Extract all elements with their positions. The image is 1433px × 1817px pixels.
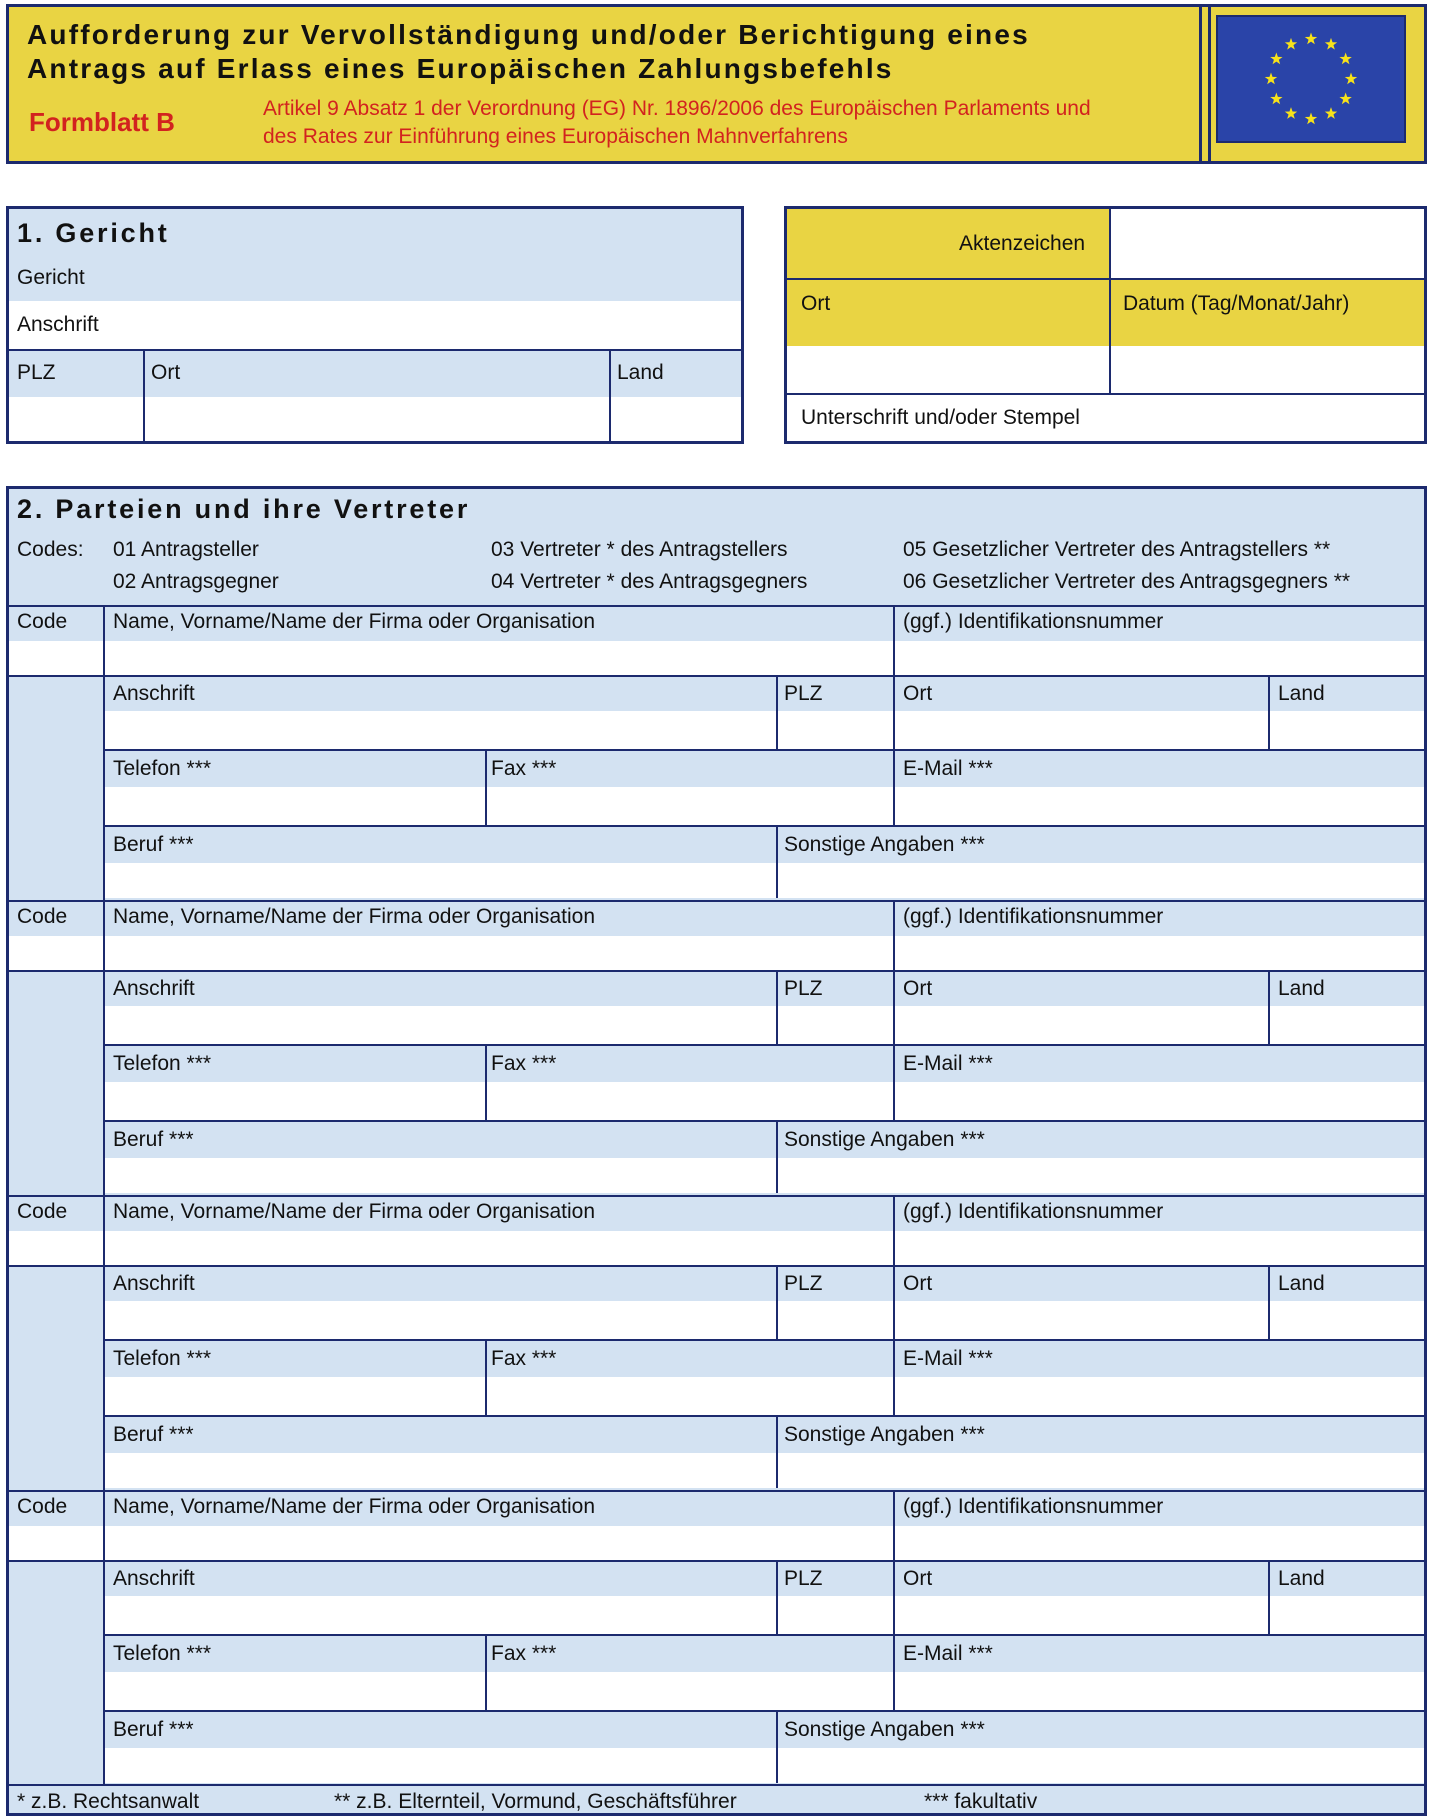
party-id-label: (ggf.) Identifikationsnummer (903, 1495, 1164, 1518)
party-name-field[interactable] (105, 641, 893, 675)
party-code-label: Code (17, 1200, 68, 1223)
eu-star-icon (1345, 73, 1357, 85)
party-land-field[interactable] (1270, 711, 1424, 749)
divider (105, 825, 1424, 827)
reference-datum-field[interactable] (1111, 346, 1424, 393)
party-beruf-label: Beruf *** (113, 1423, 194, 1446)
divider (893, 972, 895, 1044)
aktenzeichen-field[interactable] (1111, 209, 1424, 278)
party-plz-field[interactable] (778, 1596, 893, 1634)
divider (893, 751, 895, 825)
party-sonstige-field[interactable] (778, 1748, 1424, 1783)
party-plz-label: PLZ (784, 977, 823, 1000)
reference-section (784, 206, 1427, 444)
divider (609, 351, 611, 441)
party-address-label: Anschrift (113, 682, 195, 705)
party-name-field[interactable] (105, 1526, 893, 1560)
divider (105, 1710, 1424, 1712)
party-name-label: Name, Vorname/Name der Firma oder Organisation (113, 905, 596, 928)
party-ort-label: Ort (903, 1272, 933, 1295)
party-email-label: E-Mail *** (903, 757, 993, 780)
reference-ort-field[interactable] (787, 346, 1109, 393)
divider (1268, 677, 1270, 749)
court-name-label: Gericht (17, 266, 85, 289)
party-land-label: Land (1278, 1567, 1325, 1590)
party-name-field[interactable] (105, 936, 893, 970)
party-beruf-label: Beruf *** (113, 1128, 194, 1151)
party-ort-label: Ort (903, 682, 933, 705)
party-email-field[interactable] (895, 1082, 1424, 1120)
party-beruf-field[interactable] (105, 1453, 776, 1488)
court-section-title: 1. Gericht (17, 218, 170, 248)
form-label: Formblatt B (29, 107, 175, 137)
divider (1268, 1562, 1270, 1634)
party-land-field[interactable] (1270, 1596, 1424, 1634)
party-land-label: Land (1278, 682, 1325, 705)
party-telefon-label: Telefon *** (113, 1052, 212, 1075)
party-code-field[interactable] (9, 1231, 103, 1265)
party-land-field[interactable] (1270, 1006, 1424, 1044)
divider (485, 1636, 487, 1710)
code-04: 04 Vertreter * des Antragsgegners (491, 570, 808, 593)
party-code-field[interactable] (9, 936, 103, 970)
court-section (6, 206, 744, 444)
header-divider (1208, 7, 1211, 161)
footnote-2: ** z.B. Elternteil, Vormund, Geschäftsführer (334, 1790, 737, 1813)
party-id-field[interactable] (895, 1231, 1424, 1265)
parties-section-title: 2. Parteien und ihre Vertreter (17, 494, 471, 524)
form-title-line1: Aufforderung zur Vervollständigung und/oder Berichtigung eines (27, 19, 1030, 50)
party-name-label: Name, Vorname/Name der Firma oder Organisation (113, 1495, 596, 1518)
party-address-field[interactable] (105, 1596, 776, 1634)
eu-star-icon (1325, 107, 1337, 119)
divider (776, 827, 778, 898)
party-sonstige-field[interactable] (778, 1158, 1424, 1193)
divider (103, 1492, 105, 1560)
divider (105, 1415, 1424, 1417)
party-ort-field[interactable] (895, 1301, 1268, 1339)
aktenzeichen-label: Aktenzeichen (959, 232, 1086, 255)
header-divider (1199, 7, 1202, 161)
divider (776, 1417, 778, 1488)
party-code-label: Code (17, 610, 68, 633)
divider (893, 1197, 895, 1265)
party-land-field[interactable] (1270, 1301, 1424, 1339)
party-code-label: Code (17, 905, 68, 928)
party-address-label: Anschrift (113, 1272, 195, 1295)
party-plz-field[interactable] (778, 1006, 893, 1044)
party-beruf-field[interactable] (105, 1158, 776, 1193)
divider (103, 607, 105, 675)
party-code-label: Code (17, 1495, 68, 1518)
party-id-field[interactable] (895, 936, 1424, 970)
party-email-field[interactable] (895, 1377, 1424, 1415)
party-ort-label: Ort (903, 977, 933, 1000)
party-plz-label: PLZ (784, 1567, 823, 1590)
divider (9, 605, 1424, 607)
divider (103, 1197, 105, 1265)
party-address-field[interactable] (105, 1301, 776, 1339)
eu-star-icon (1305, 113, 1317, 125)
party-sonstige-field[interactable] (778, 863, 1424, 898)
party-sonstige-label: Sonstige Angaben *** (784, 1128, 985, 1151)
divider (485, 1341, 487, 1415)
party-land-label: Land (1278, 1272, 1325, 1295)
party-ort-field[interactable] (895, 711, 1268, 749)
party-land-label: Land (1278, 977, 1325, 1000)
divider (105, 1634, 1424, 1636)
party-email-label: E-Mail *** (903, 1642, 993, 1665)
party-ort-field[interactable] (895, 1006, 1268, 1044)
eu-flag-icon (1216, 15, 1406, 143)
divider (776, 1122, 778, 1193)
party-name-field[interactable] (105, 1231, 893, 1265)
divider (9, 1784, 1424, 1786)
parties-section (6, 486, 1427, 1816)
divider (893, 677, 895, 749)
eu-star-icon (1339, 53, 1351, 65)
divider (893, 1341, 895, 1415)
code-06: 06 Gesetzlicher Vertreter des Antragsgegners ** (903, 570, 1351, 593)
divider (893, 1492, 895, 1560)
party-telefon-label: Telefon *** (113, 757, 212, 780)
court-ort-label: Ort (151, 361, 181, 384)
party-beruf-field[interactable] (105, 863, 776, 898)
party-sonstige-label: Sonstige Angaben *** (784, 833, 985, 856)
eu-star-icon (1270, 53, 1282, 65)
party-name-label: Name, Vorname/Name der Firma oder Organisation (113, 610, 596, 633)
eu-stars (1218, 17, 1404, 141)
court-plz-label: PLZ (17, 361, 56, 384)
divider (9, 1265, 1424, 1267)
divider (103, 902, 105, 970)
party-beruf-label: Beruf *** (113, 833, 194, 856)
party-fax-label: Fax *** (491, 1347, 557, 1370)
party-email-label: E-Mail *** (903, 1052, 993, 1075)
party-beruf-field[interactable] (105, 1748, 776, 1783)
party-id-label: (ggf.) Identifikationsnummer (903, 905, 1164, 928)
party-beruf-label: Beruf *** (113, 1718, 194, 1741)
party-id-field[interactable] (895, 1526, 1424, 1560)
party-address-field[interactable] (105, 1006, 776, 1044)
divider (9, 970, 1424, 972)
code-05: 05 Gesetzlicher Vertreter des Antragstellers ** (903, 538, 1331, 561)
divider (9, 1560, 1424, 1562)
party-sonstige-label: Sonstige Angaben *** (784, 1423, 985, 1446)
divider (105, 1044, 1424, 1046)
divider (893, 607, 895, 675)
divider (776, 677, 778, 749)
footnote-3: *** fakultativ (924, 1790, 1038, 1813)
divider (143, 351, 145, 441)
court-address-label: Anschrift (17, 313, 99, 336)
divider (893, 1267, 895, 1339)
court-address-field[interactable] (9, 301, 741, 349)
party-id-label: (ggf.) Identifikationsnummer (903, 610, 1164, 633)
divider (893, 1562, 895, 1634)
eu-star-icon (1339, 93, 1351, 105)
divider (1268, 972, 1270, 1044)
party-ort-field[interactable] (895, 1596, 1268, 1634)
eu-star-icon (1285, 107, 1297, 119)
form-title-line2: Antrags auf Erlass eines Europäischen Zahlungsbefehls (27, 53, 894, 84)
divider (9, 900, 1424, 902)
party-name-label: Name, Vorname/Name der Firma oder Organisation (113, 1200, 596, 1223)
code-02: 02 Antragsgegner (113, 570, 279, 593)
party-telefon-field[interactable] (105, 787, 485, 825)
form-header (6, 4, 1427, 164)
divider (105, 749, 1424, 751)
party-code-field[interactable] (9, 1526, 103, 1560)
footnote-1: * z.B. Rechtsanwalt (17, 1790, 200, 1813)
party-fax-field[interactable] (487, 1082, 893, 1120)
party-fax-label: Fax *** (491, 757, 557, 780)
eu-star-icon (1270, 93, 1282, 105)
divider (485, 1046, 487, 1120)
reference-datum-label: Datum (Tag/Monat/Jahr) (1123, 292, 1350, 315)
court-plz-ort-land-field[interactable] (9, 397, 741, 441)
divider (893, 1636, 895, 1710)
divider (9, 675, 1424, 677)
party-fax-field[interactable] (487, 1377, 893, 1415)
party-email-field[interactable] (895, 787, 1424, 825)
eu-star-icon (1285, 38, 1297, 50)
signature-label[interactable]: Unterschrift und/oder Stempel (801, 406, 1080, 429)
party-id-label: (ggf.) Identifikationsnummer (903, 1200, 1164, 1223)
party-ort-label: Ort (903, 1567, 933, 1590)
party-address-label: Anschrift (113, 977, 195, 1000)
divider (105, 1120, 1424, 1122)
eu-star-icon (1305, 33, 1317, 45)
divider (9, 1195, 1424, 1197)
party-fax-field[interactable] (487, 787, 893, 825)
party-telefon-field[interactable] (105, 1377, 485, 1415)
party-telefon-field[interactable] (105, 1082, 485, 1120)
divider (776, 972, 778, 1044)
article-reference-line1: Artikel 9 Absatz 1 der Verordnung (EG) Nr. 1896/2006 des Europäischen Parlaments und (263, 97, 1091, 120)
divider (485, 751, 487, 825)
party-telefon-field[interactable] (105, 1672, 485, 1710)
party-sonstige-field[interactable] (778, 1453, 1424, 1488)
code-03: 03 Vertreter * des Antragstellers (491, 538, 788, 561)
court-land-label: Land (617, 361, 664, 384)
party-telefon-label: Telefon *** (113, 1642, 212, 1665)
party-telefon-label: Telefon *** (113, 1347, 212, 1370)
party-plz-label: PLZ (784, 1272, 823, 1295)
party-fax-label: Fax *** (491, 1642, 557, 1665)
divider (9, 349, 741, 351)
eu-star-icon (1265, 73, 1277, 85)
divider (1268, 1267, 1270, 1339)
party-fax-label: Fax *** (491, 1052, 557, 1075)
party-plz-field[interactable] (778, 711, 893, 749)
party-plz-field[interactable] (778, 1301, 893, 1339)
divider (776, 1562, 778, 1634)
party-email-field[interactable] (895, 1672, 1424, 1710)
party-email-label: E-Mail *** (903, 1347, 993, 1370)
party-code-field[interactable] (9, 641, 103, 675)
party-id-field[interactable] (895, 641, 1424, 675)
party-plz-label: PLZ (784, 682, 823, 705)
party-address-field[interactable] (105, 711, 776, 749)
divider (893, 1046, 895, 1120)
article-reference-line2: des Rates zur Einführung eines Europäischen Mahnverfahrens (263, 125, 848, 148)
party-address-label: Anschrift (113, 1567, 195, 1590)
party-sonstige-label: Sonstige Angaben *** (784, 1718, 985, 1741)
divider (776, 1267, 778, 1339)
divider (787, 393, 1424, 395)
divider (893, 902, 895, 970)
divider (776, 1712, 778, 1783)
party-fax-field[interactable] (487, 1672, 893, 1710)
reference-ort-label: Ort (801, 292, 831, 315)
codes-label: Codes: (17, 538, 84, 561)
eu-star-icon (1325, 38, 1337, 50)
divider (105, 1339, 1424, 1341)
divider (9, 1490, 1424, 1492)
code-01: 01 Antragsteller (113, 538, 259, 561)
